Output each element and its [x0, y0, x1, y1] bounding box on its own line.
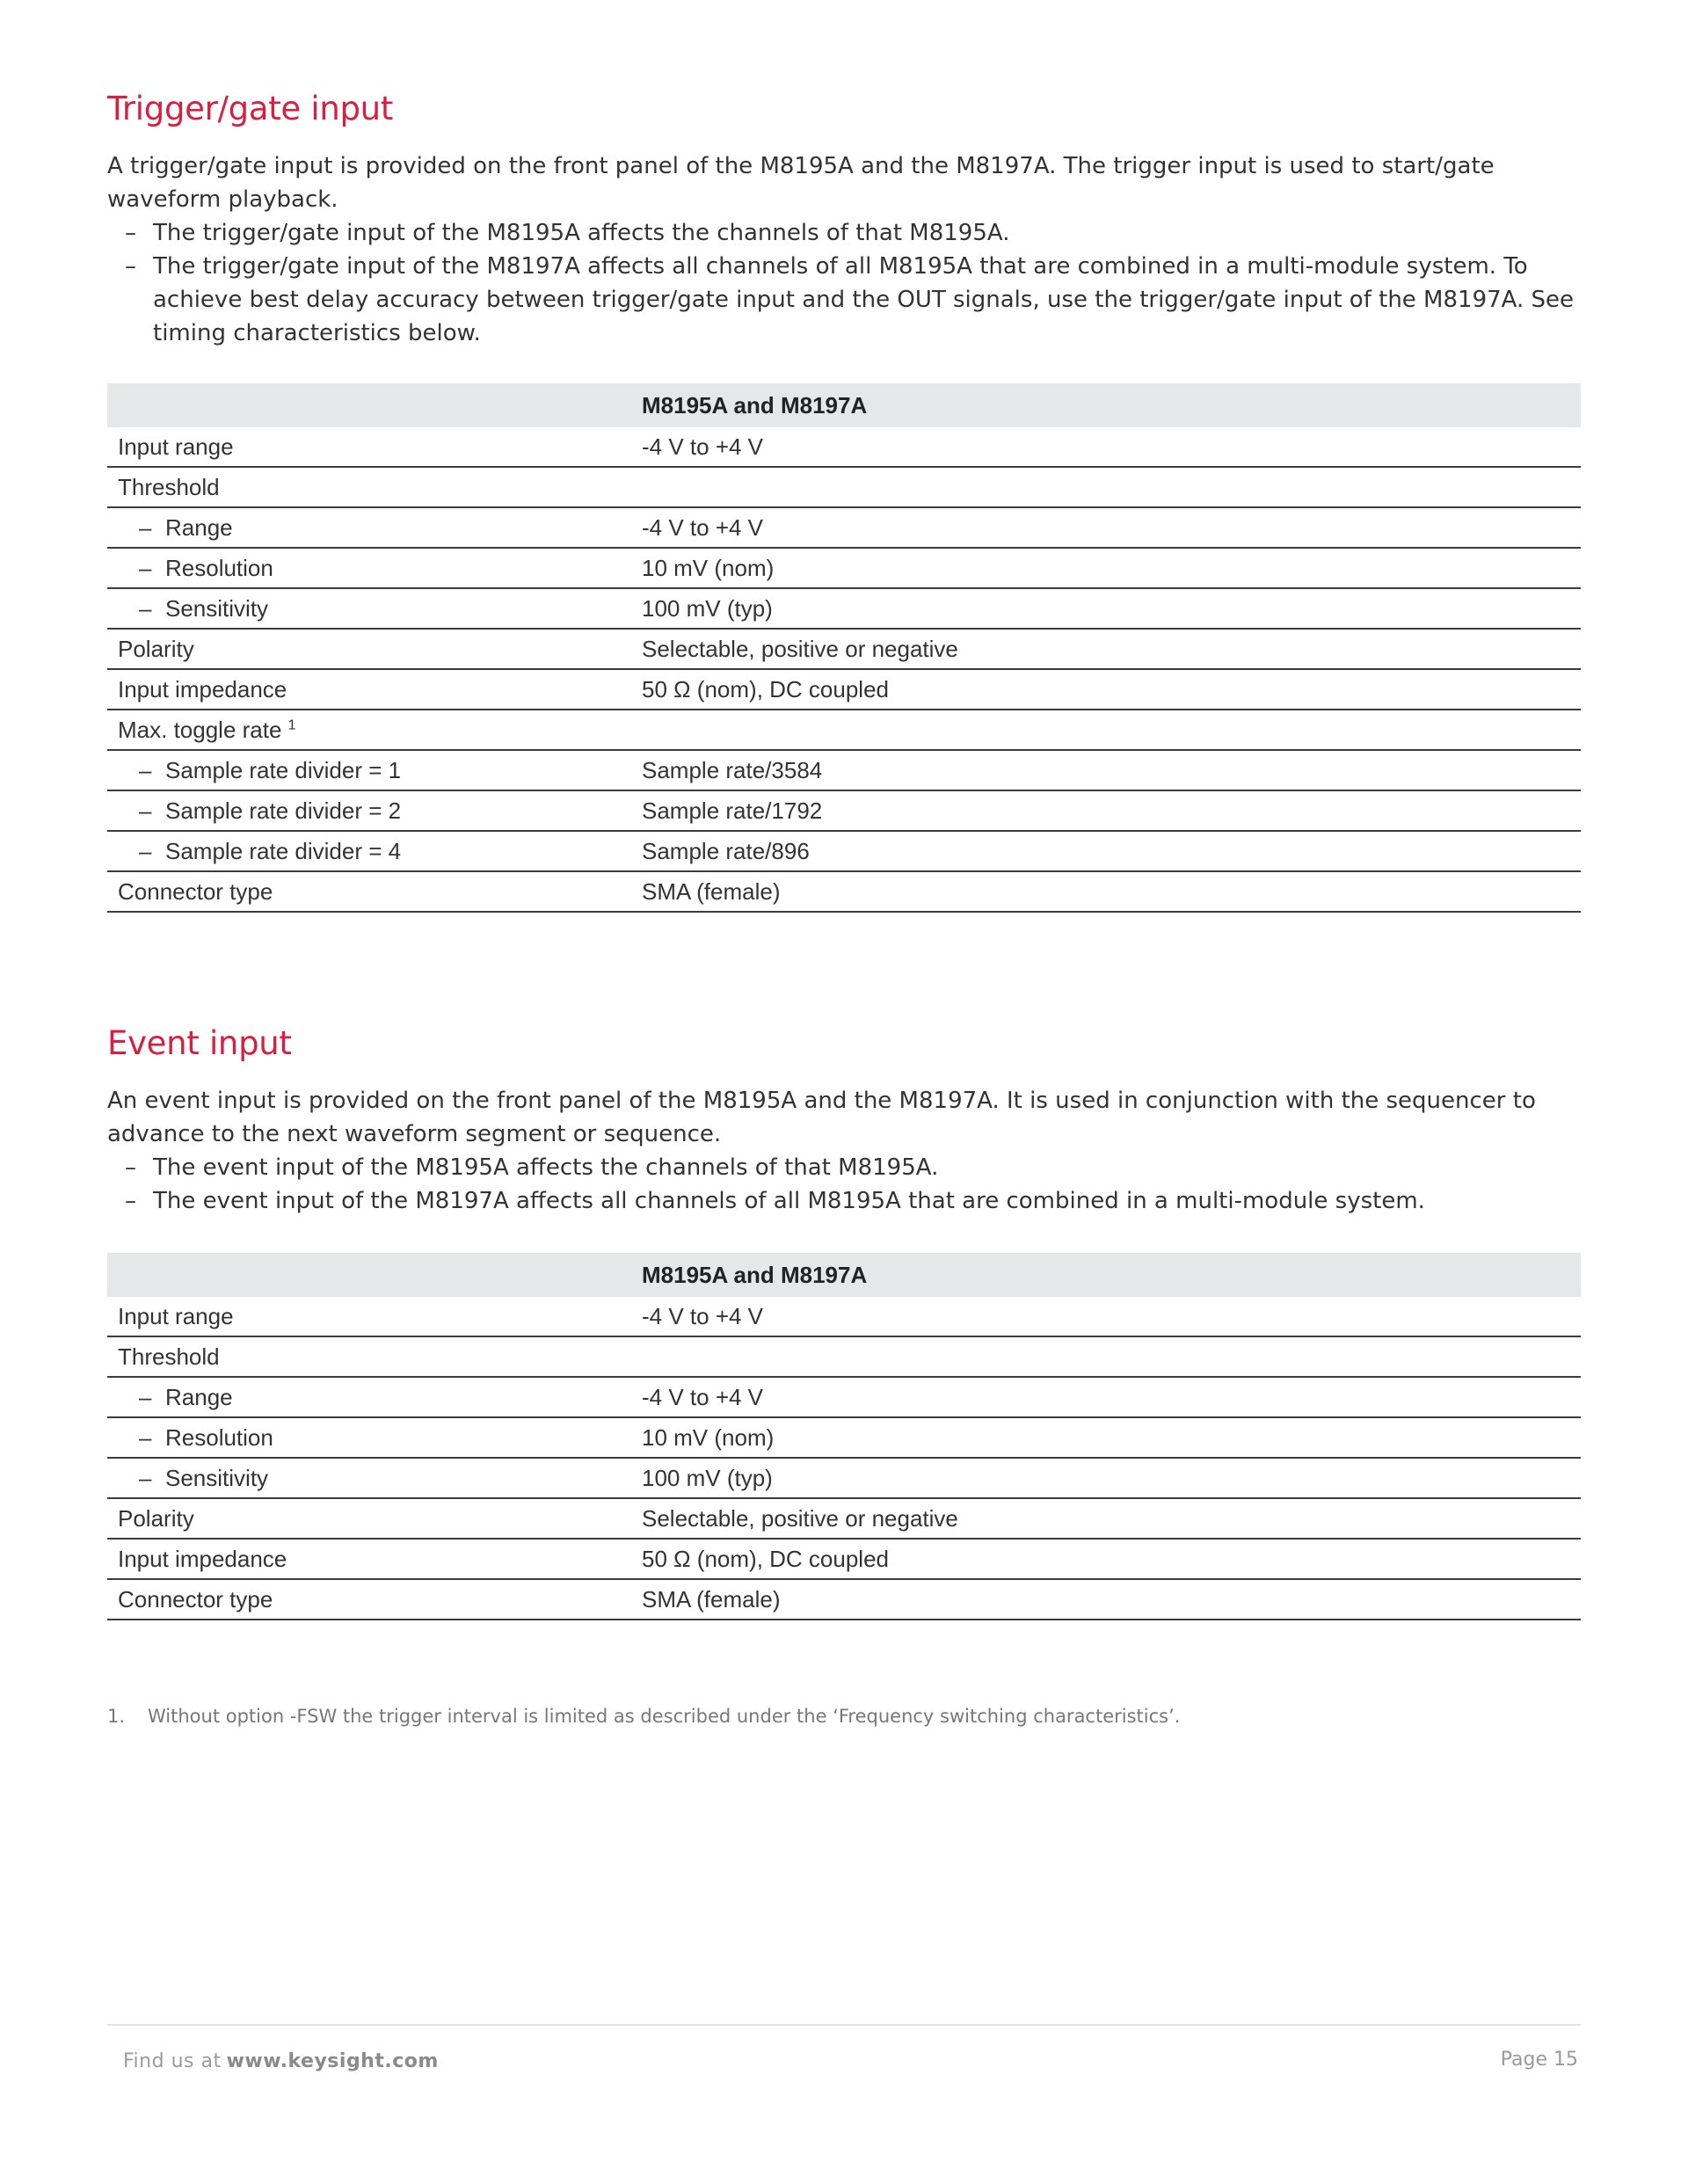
dash-marker: –	[139, 1383, 152, 1410]
dash-marker: –	[125, 253, 136, 280]
param-text: Sample rate divider = 4	[165, 837, 402, 864]
param-cell: Connector type	[107, 1579, 631, 1620]
param-text: Range	[165, 513, 233, 541]
table-row	[107, 750, 1581, 790]
param-text: Sample rate divider = 1	[165, 756, 402, 783]
param-text: Sample rate divider = 2	[165, 797, 402, 824]
dash-marker: –	[139, 756, 152, 783]
bullet-list	[107, 1151, 1581, 1218]
section-intro: A trigger/gate input is provided on the front panel of the M8195A and the M8197A. The trigger input is used to start/gate waveform playback.	[107, 153, 1495, 213]
footnote-number: 1.	[107, 1706, 126, 1727]
bullet-text: The trigger/gate input of the M8197A affects all channels of all M8195A that are combined in a multi-module system. To achieve best delay accuracy between trigger/gate input and the OUT signals, use the trigger/gate input of the M8197A. See timing characteristics below.	[153, 253, 1575, 346]
footnote-ref: 1	[287, 717, 296, 732]
param-cell: Input impedance	[107, 1539, 631, 1579]
table-row	[107, 427, 1581, 467]
bullet-text: The trigger/gate input of the M8195A affects the channels of that M8195A.	[153, 220, 1010, 246]
param-cell	[107, 1458, 631, 1498]
param-cell	[107, 790, 631, 831]
dash-marker: –	[125, 220, 136, 246]
header-value-cell: M8195A and M8197A	[631, 1253, 1581, 1297]
value-cell	[631, 710, 1581, 750]
table-row	[107, 507, 1581, 548]
dash-marker: –	[139, 594, 152, 622]
table-row	[107, 1336, 1581, 1377]
dash-marker: –	[139, 1423, 152, 1451]
table-header-row	[107, 383, 1581, 427]
value-cell	[631, 1336, 1581, 1377]
table-row	[107, 1377, 1581, 1417]
value-cell: Sample rate/1792	[631, 790, 1581, 831]
table-row	[107, 629, 1581, 669]
bullet-item	[107, 1184, 1581, 1218]
dash-marker: –	[139, 797, 152, 824]
value-cell: Sample rate/896	[631, 831, 1581, 871]
value-cell: -4 V to +4 V	[631, 427, 1581, 467]
section-intro: An event input is provided on the front panel of the M8195A and the M8197A. It is used in conjunction with the sequencer to advance to the next waveform segment or sequence.	[107, 1088, 1536, 1147]
value-cell: 100 mV (typ)	[631, 588, 1581, 629]
param-text: Sensitivity	[165, 594, 269, 622]
bullet-list	[107, 216, 1581, 350]
value-cell: 100 mV (typ)	[631, 1458, 1581, 1498]
header-param-cell	[107, 1253, 631, 1297]
table-row	[107, 1297, 1581, 1336]
table-row	[107, 1539, 1581, 1579]
param-cell	[107, 1417, 631, 1458]
value-cell: 50 Ω (nom), DC coupled	[631, 1539, 1581, 1579]
table-row	[107, 588, 1581, 629]
section-title: Trigger/gate input	[107, 90, 394, 127]
value-cell: 10 mV (nom)	[631, 548, 1581, 588]
bullet-item	[107, 216, 1581, 250]
bullet-text: The event input of the M8195A affects the channels of that M8195A.	[153, 1154, 939, 1181]
table-row	[107, 548, 1581, 588]
table-row	[107, 1579, 1581, 1620]
table-row	[107, 871, 1581, 912]
table-row	[107, 467, 1581, 507]
footer-divider	[107, 2024, 1581, 2026]
dash-marker: –	[139, 554, 152, 581]
table-row	[107, 710, 1581, 750]
param-cell: Input range	[107, 1297, 631, 1336]
value-cell	[631, 467, 1581, 507]
table-row	[107, 1458, 1581, 1498]
param-cell: Connector type	[107, 871, 631, 912]
bullet-item	[107, 250, 1581, 350]
param-cell	[107, 588, 631, 629]
value-cell: Selectable, positive or negative	[631, 1498, 1581, 1539]
value-cell: -4 V to +4 V	[631, 1377, 1581, 1417]
param-cell	[107, 831, 631, 871]
bullet-item	[107, 1151, 1581, 1184]
param-text: Max. toggle rate	[118, 716, 282, 743]
page-number: Page 15	[1500, 2049, 1578, 2071]
param-text: Sensitivity	[165, 1464, 269, 1491]
website-link[interactable]: www.keysight.com	[226, 2050, 439, 2072]
footnote	[107, 1706, 1180, 1727]
value-cell: -4 V to +4 V	[631, 1297, 1581, 1336]
param-cell: Input range	[107, 427, 631, 467]
value-cell: 10 mV (nom)	[631, 1417, 1581, 1458]
param-text: Resolution	[165, 554, 273, 581]
param-cell	[107, 710, 631, 750]
footnote-text: Without option -FSW the trigger interval is limited as described under the ‘Frequency switching characteristics’.	[148, 1706, 1181, 1727]
table-row	[107, 1417, 1581, 1458]
trigger-gate-section	[107, 88, 1581, 913]
param-cell	[107, 1377, 631, 1417]
section-title: Event input	[107, 1024, 292, 1062]
param-cell: Threshold	[107, 1336, 631, 1377]
dash-marker: –	[139, 513, 152, 541]
param-cell: Polarity	[107, 629, 631, 669]
find-us-label: Find us at	[123, 2050, 222, 2072]
dash-marker: –	[125, 1154, 136, 1181]
header-param-cell	[107, 383, 631, 427]
param-cell: Input impedance	[107, 669, 631, 710]
value-cell: SMA (female)	[631, 1579, 1581, 1620]
value-cell: 50 Ω (nom), DC coupled	[631, 669, 1581, 710]
param-cell: Polarity	[107, 1498, 631, 1539]
event-input-section	[107, 1023, 1581, 1620]
param-text: Range	[165, 1383, 233, 1410]
value-cell: -4 V to +4 V	[631, 507, 1581, 548]
param-cell	[107, 507, 631, 548]
param-cell	[107, 750, 631, 790]
footer-find-us	[123, 2050, 439, 2072]
value-cell: Sample rate/3584	[631, 750, 1581, 790]
header-value-cell: M8195A and M8197A	[631, 383, 1581, 427]
value-cell: SMA (female)	[631, 871, 1581, 912]
dash-marker: –	[139, 837, 152, 864]
table-row	[107, 790, 1581, 831]
table-header-row	[107, 1253, 1581, 1297]
trigger-spec-table	[107, 383, 1581, 913]
table-row	[107, 1498, 1581, 1539]
event-spec-table	[107, 1253, 1581, 1620]
bullet-text: The event input of the M8197A affects all channels of all M8195A that are combined in a multi-module system.	[153, 1188, 1425, 1214]
param-cell	[107, 548, 631, 588]
dash-marker: –	[125, 1188, 136, 1214]
value-cell: Selectable, positive or negative	[631, 629, 1581, 669]
param-text: Resolution	[165, 1423, 273, 1451]
table-row	[107, 669, 1581, 710]
param-cell: Threshold	[107, 467, 631, 507]
dash-marker: –	[139, 1464, 152, 1491]
table-row	[107, 831, 1581, 871]
